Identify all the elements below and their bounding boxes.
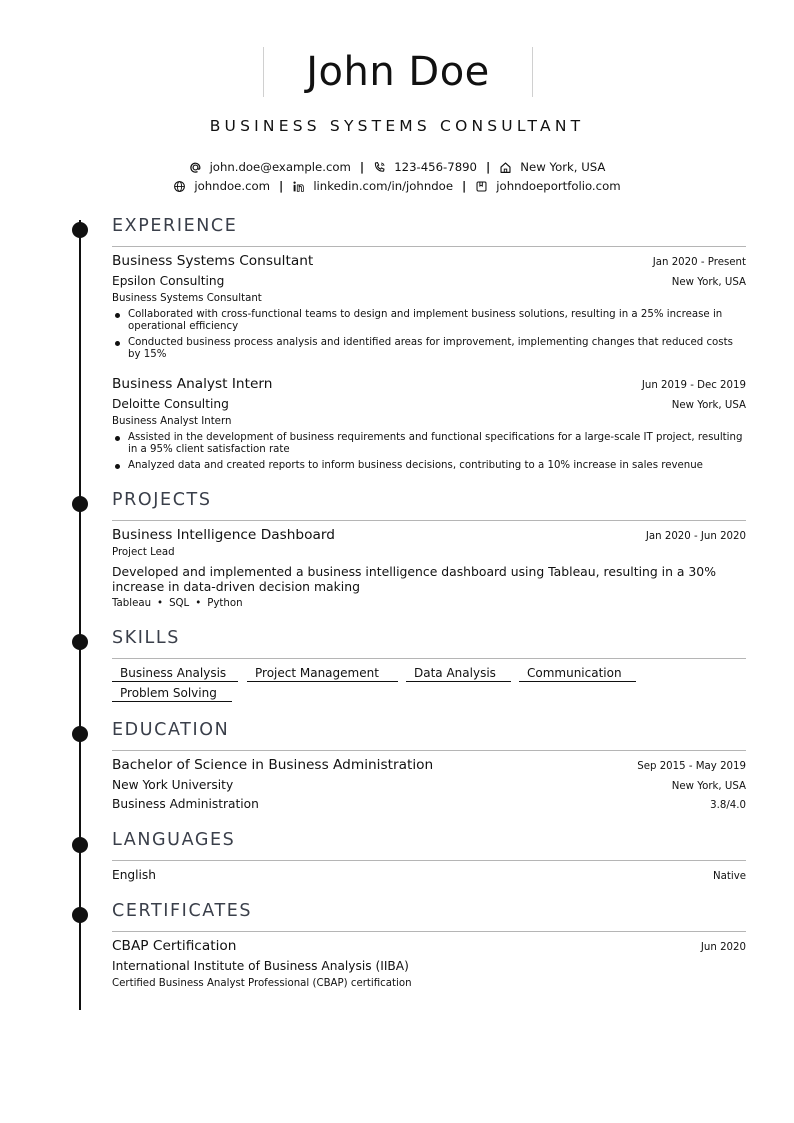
job-role-row [112, 416, 746, 427]
certificate-header [112, 938, 746, 954]
separator: | [279, 179, 284, 193]
school-location: New York, USA [671, 781, 746, 792]
timeline-dot [72, 222, 88, 238]
certificate-name: CBAP Certification [112, 938, 237, 954]
job-company-row [112, 274, 746, 288]
job-company: Epsilon Consulting [112, 274, 225, 288]
timeline-dot [72, 726, 88, 742]
linkedin-text: linkedin.com/in/johndoe [313, 179, 454, 193]
location-item [499, 160, 605, 174]
job-dates: Jan 2020 - Present [652, 257, 746, 268]
portfolio-item[interactable] [475, 179, 620, 193]
job-role-row [112, 293, 746, 304]
skill-chip: Problem Solving [112, 686, 232, 702]
skill-chip: Project Management [247, 666, 398, 682]
project-header [112, 527, 746, 543]
job-bullet: Assisted in the development of business requirements and functional specifications for a large-scale IT project, resulting in a 95% client satisfaction rate [112, 432, 746, 456]
location-text: New York, USA [520, 160, 606, 174]
skill-chip: Data Analysis [406, 666, 511, 682]
section-divider [112, 931, 746, 932]
section-title-experience: EXPERIENCE [112, 216, 238, 236]
website-text: johndoe.com [194, 179, 271, 193]
section-divider [112, 246, 746, 247]
section-title-projects: PROJECTS [112, 490, 212, 510]
job-title: Business Systems Consultant [112, 253, 314, 269]
linkedin-item[interactable] [292, 179, 453, 193]
tech-tag: Python [207, 598, 243, 609]
job-company: Deloitte Consulting [112, 397, 229, 411]
separator: | [486, 160, 491, 174]
portfolio-icon [475, 180, 488, 193]
website-item[interactable] [173, 179, 270, 193]
education-header [112, 757, 746, 773]
name-block [263, 47, 533, 97]
tech-tag: SQL [169, 598, 190, 609]
certificate-date: Jun 2020 [700, 942, 746, 953]
job-title: BUSINESS SYSTEMS CONSULTANT [209, 117, 585, 135]
skill-chip: Communication [519, 666, 636, 682]
separator: | [359, 160, 365, 174]
email-text: john.doe@example.com [209, 160, 351, 174]
certificate-issuer: International Institute of Business Analysis (IIBA) [112, 959, 409, 973]
school: New York University [112, 778, 234, 792]
language-name: English [112, 868, 157, 882]
section-title-skills: SKILLS [112, 628, 180, 648]
gpa: 3.8/4.0 [710, 800, 746, 811]
field-of-study: Business Administration [112, 797, 259, 811]
education-field-row [112, 797, 746, 811]
timeline-line [79, 220, 81, 1010]
section-title-certificates: CERTIFICATES [112, 901, 253, 921]
phone-item[interactable] [373, 160, 477, 174]
job-role: Business Analyst Intern [112, 416, 232, 427]
language-row [112, 868, 746, 882]
job-bullet: Collaborated with cross-functional teams to design and implement business solutions, resulting in a 25% increase in operational efficiency [112, 309, 746, 333]
section-title-languages: LANGUAGES [112, 830, 236, 850]
globe-icon [173, 180, 186, 193]
job-header [112, 376, 746, 392]
section-divider [112, 520, 746, 521]
skill-chip: Business Analysis [112, 666, 238, 682]
home-icon [499, 161, 512, 174]
job-company-row [112, 397, 746, 411]
portfolio-text: johndoeportfolio.com [496, 179, 621, 193]
project-title: Business Intelligence Dashboard [112, 527, 335, 543]
separator: | [462, 179, 467, 193]
job-title: Business Analyst Intern [112, 376, 273, 392]
job-header [112, 253, 746, 269]
job-bullet: Analyzed data and created reports to inform business decisions, contributing to a 10% increase in sales revenue [112, 460, 746, 472]
language-level: Native [713, 871, 746, 882]
section-divider [112, 860, 746, 861]
project-role-row [112, 547, 746, 558]
contact-row-2 [0, 179, 794, 193]
timeline-dot [72, 907, 88, 923]
education-dates: Sep 2015 - May 2019 [637, 761, 746, 772]
tech-separator: • [195, 598, 202, 609]
timeline-dot [72, 837, 88, 853]
section-divider [112, 750, 746, 751]
job-location: New York, USA [671, 277, 746, 288]
job-bullet: Conducted business process analysis and identified areas for improvement, implementing changes that reduced costs by 15% [112, 337, 746, 361]
section-divider [112, 658, 746, 659]
phone-icon [373, 161, 386, 174]
project-role: Project Lead [112, 547, 175, 558]
candidate-name: John Doe [306, 49, 490, 95]
section-title-education: EDUCATION [112, 720, 230, 740]
education-school-row [112, 778, 746, 792]
job-dates: Jun 2019 - Dec 2019 [641, 380, 746, 391]
timeline-dot [72, 496, 88, 512]
email-item[interactable] [189, 160, 351, 174]
at-icon [189, 161, 202, 174]
certificate-issuer-row [112, 959, 746, 973]
tech-tag: Tableau [112, 598, 152, 609]
project-dates: Jan 2020 - Jun 2020 [645, 531, 746, 542]
linkedin-icon [292, 180, 305, 193]
project-tech-list [112, 598, 243, 609]
tech-separator: • [157, 598, 164, 609]
job-location: New York, USA [671, 400, 746, 411]
phone-text: 123-456-7890 [394, 160, 477, 174]
degree: Bachelor of Science in Business Administration [112, 757, 434, 773]
job-role: Business Systems Consultant [112, 293, 262, 304]
project-description: Developed and implemented a business intelligence dashboard using Tableau, resulting in a 30% increase in data-driven decision making [112, 564, 716, 594]
timeline-dot [72, 634, 88, 650]
contact-row-1 [0, 160, 794, 174]
certificate-description: Certified Business Analyst Professional (CBAP) certification [112, 978, 412, 989]
certificate-description-row [112, 978, 746, 989]
